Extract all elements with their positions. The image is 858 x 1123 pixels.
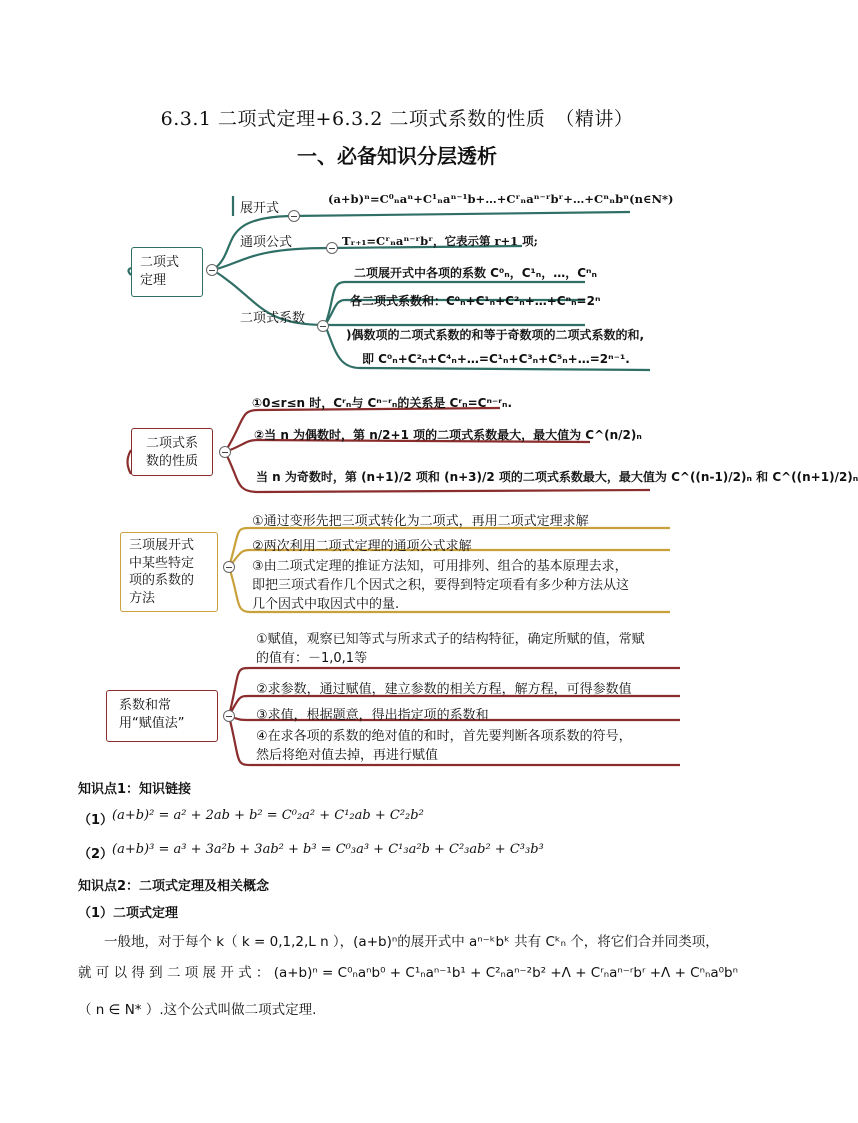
trinomial-item-1: ①通过变形先把三项式转化为二项式，再用二项式定理求解: [252, 514, 589, 529]
expand-formula: (a+b)ⁿ=C⁰ₙaⁿ+C¹ₙaⁿ⁻¹b+…+Cʳₙaⁿ⁻ʳbʳ+…+Cⁿₙbⁿ(n∈N*): [328, 192, 674, 206]
property-item-1: ①0≤r≤n 时，Cʳₙ与 Cⁿ⁻ʳₙ的关系是 Cʳₙ=Cⁿ⁻ʳₙ.: [252, 396, 513, 410]
knowledge-point-1-heading: 知识点1：知识链接: [78, 782, 192, 797]
item1-label: （1）: [78, 813, 114, 828]
coef-item-3: )偶数项的二项式系数的和等于奇数项的二项式系数的和,: [346, 328, 645, 342]
formula-cube: (a+b)³ = a³ + 3a²b + 3ab² + b³ = C⁰₃a³ + C¹₃a²b + C²₃ab² + C³₃b³: [112, 842, 544, 857]
collapse-icon[interactable]: [317, 320, 329, 332]
collapse-icon[interactable]: [326, 242, 338, 254]
branch-expand: 展开式: [240, 201, 280, 216]
coef-item-2: 各二项式系数和：C⁰ₙ+C¹ₙ+C²ₙ+…+Cⁿₙ=2ⁿ: [350, 294, 601, 308]
trinomial-item-2: ②两次利用二项式定理的通项公式求解: [252, 539, 472, 554]
section-title: 一、必备知识分层透析: [297, 144, 497, 168]
branch-binomial-coefficient: 二项式系数: [240, 311, 306, 326]
map3-root: 三项展开式 中某些特定 项的系数的 方法: [120, 532, 218, 612]
branch-general-term: 通项公式: [240, 235, 293, 250]
coef-item-1: 二项展开式中各项的系数 C⁰ₙ，C¹ₙ，…，Cⁿₙ: [354, 266, 597, 280]
binomial-theorem-subheading: （1）二项式定理: [78, 906, 179, 921]
map4-root: 系数和常 用“赋值法”: [106, 690, 218, 742]
paragraph-line-2: 就 可 以 得 到 二 项 展 开 式 ： (a+b)ⁿ = C⁰ₙaⁿb⁰ + C¹ₙaⁿ⁻¹b¹ + C²ₙaⁿ⁻²b² +Λ + Cʳₙaⁿ⁻ʳbʳ +Λ + Cⁿₙa⁰bⁿ: [78, 965, 738, 981]
assignment-item-1: ①赋值，观察已知等式与所求式子的结构特征，确定所赋的值，常赋 的值有：－1,0,1等: [256, 632, 645, 666]
coef-item-4: 即 C⁰ₙ+C²ₙ+C⁴ₙ+…=C¹ₙ+C³ₙ+C⁵ₙ+…=2ⁿ⁻¹.: [362, 352, 630, 366]
trinomial-item-3: ③由二项式定理的推证方法知，可用排列、组合的基本原理去求， 即把三项式看作几个因式之积，要得到特定项看有多少种方法从这 几个因式中取因式中的量.: [252, 559, 630, 612]
map2-root: 二项式系 数的性质: [131, 428, 213, 476]
assignment-item-3: ③求值，根据题意，得出指定项的系数和: [256, 708, 489, 723]
property-item-3: 当 n 为奇数时，第 (n+1)/2 项和 (n+3)/2 项的二项式系数最大，最大值为 C^((n-1)/2)ₙ 和 C^((n+1)/2)ₙ: [256, 470, 858, 484]
collapse-icon[interactable]: [223, 561, 235, 573]
page-title: 6.3.1 二项式定理+6.3.2 二项式系数的性质 （精讲）: [160, 108, 634, 130]
assignment-item-4: ④在求各项的系数的绝对值的和时，首先要判断各项系数的符号， 然后将绝对值去掉，再进行赋值: [256, 729, 632, 763]
collapse-icon[interactable]: [206, 264, 218, 276]
formula-square: (a+b)² = a² + 2ab + b² = C⁰₂a² + C¹₂ab + C²₂b²: [112, 808, 424, 823]
property-item-2: ②当 n 为偶数时，第 n/2+1 项的二项式系数最大，最大值为 C^(n/2)ₙ: [254, 428, 642, 442]
paragraph-line-1: 一般地，对于每个 k（ k = 0,1,2,L n ），(a+b)ⁿ的展开式中 aⁿ⁻ᵏbᵏ 共有 Cᵏₙ 个，将它们合并同类项，: [104, 934, 719, 950]
paragraph-line-3: （ n ∈ N* ）.这个公式叫做二项式定理.: [78, 1002, 317, 1018]
collapse-icon[interactable]: [219, 446, 231, 458]
general-term-formula: Tᵣ₊₁=Cʳₙaⁿ⁻ʳbʳ，它表示第 r+1 项;: [342, 234, 538, 248]
collapse-icon[interactable]: [288, 210, 300, 222]
item2-label: （2）: [78, 847, 114, 862]
assignment-item-2: ②求参数，通过赋值，建立参数的相关方程，解方程，可得参数值: [256, 682, 632, 697]
map1-root: 二项式 定理: [131, 247, 203, 297]
collapse-icon[interactable]: [223, 710, 235, 722]
knowledge-point-2-heading: 知识点2：二项式定理及相关概念: [78, 879, 270, 894]
